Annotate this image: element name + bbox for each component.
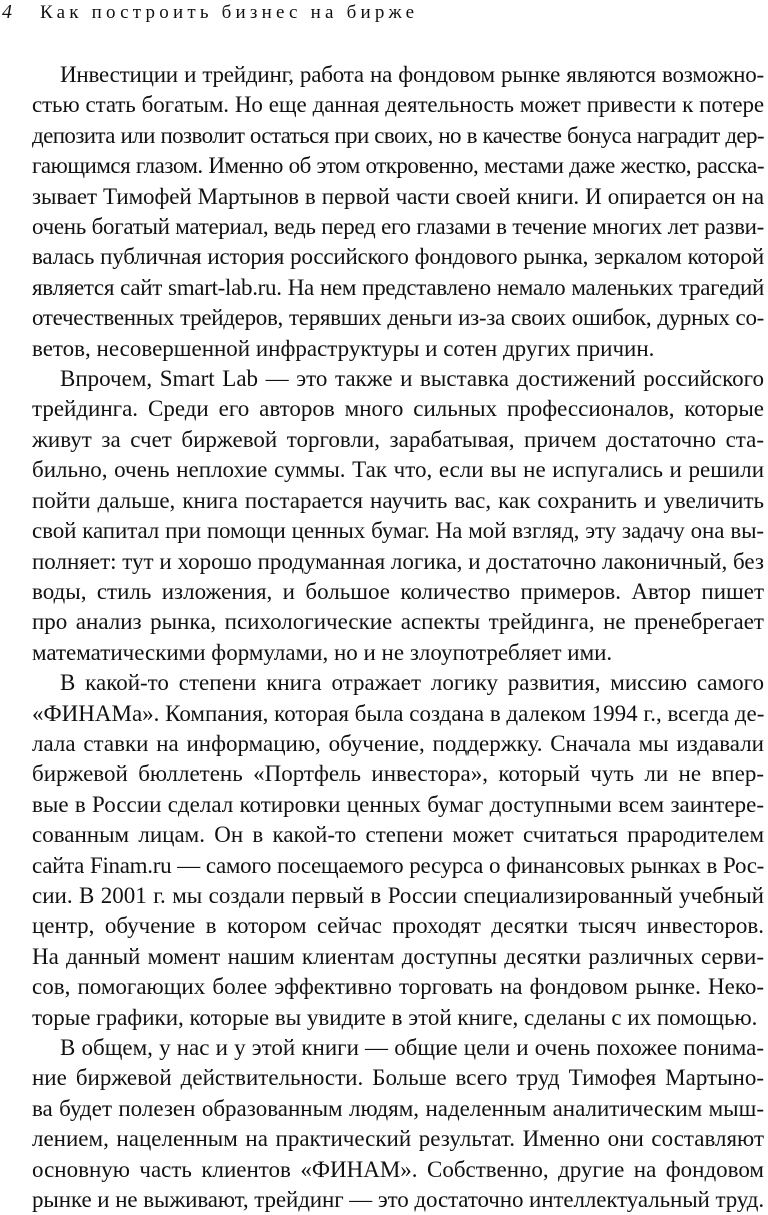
text-line: отечественных трейдеров, терявших деньги из-за своих ошибок, дурных со- <box>32 305 764 331</box>
text-line: ветов, несовершенной инфраструктуры и сотен других причин. <box>32 335 655 361</box>
text-line: валась публичная история российского фондового рынка, зеркалом которой <box>32 244 764 270</box>
text-line: зывает Тимофей Мартынов в первой части своей книги. И опирается он на <box>32 183 764 209</box>
text-line: депозита или позволит остаться при своих, но в качестве бонуса наградит дер- <box>32 122 764 148</box>
text-line: основную часть клиентов «ФИНАМ». Собственно, другие на фондовом <box>32 1156 764 1182</box>
paragraph-3 <box>4 668 764 1033</box>
body-text <box>4 60 764 1213</box>
text-line: рынке и не выживают, трейдинг — это достаточно интеллектуальный труд. <box>32 1187 764 1213</box>
text-line: На данный момент нашим клиентам доступны десятки различных серви- <box>32 943 764 969</box>
text-line: свой капитал при помощи ценных бумаг. На мой взгляд, эту задачу она вы- <box>32 518 764 544</box>
text-line: Инвестиции и трейдинг, работа на фондовом рынке являются возможно- <box>60 62 764 87</box>
text-line: биржевой бюллетень «Портфель инвестора», который чуть ли не впер- <box>32 761 764 787</box>
paragraph-2 <box>4 364 764 668</box>
text-line: является сайт smart-lab.ru. На нем представлено немало маленьких трагедий <box>32 274 764 300</box>
running-header <box>0 0 768 30</box>
text-line: лением, нацеленным на практический результат. Именно они составляют <box>32 1126 764 1152</box>
page-number: 4 <box>2 1 12 23</box>
text-line: трейдинга. Среди его авторов много сильных профессионалов, которые <box>32 396 764 422</box>
text-line: пойти дальше, книга постарается научить вас, как сохранить и увеличить <box>32 487 764 513</box>
text-line: гающимся глазом. Именно об этом откровенно, местами даже жестко, расска- <box>32 153 764 179</box>
text-line: центр, обучение в котором сейчас проходят десятки тысяч инвесторов. <box>32 913 764 939</box>
text-line: живут за счет биржевой торговли, зарабатывая, причем достаточно ста- <box>32 426 764 452</box>
text-line: бильно, очень неплохие суммы. Так что, если вы не испугались и решили <box>32 457 764 483</box>
text-line: сии. В 2001 г. мы создали первый в России специализированный учебный <box>32 882 764 908</box>
text-line: воды, стиль изложения, и большое количество примеров. Автор пишет <box>32 578 764 604</box>
text-line: очень богатый материал, ведь перед его глазами в течение многих лет разви- <box>32 214 764 240</box>
text-line: «ФИНАМа». Компания, которая была создана в далеком 1994 г., всегда де- <box>32 700 764 726</box>
text-line: Впрочем, Smart Lab — это также и выставка достижений российского <box>60 366 764 392</box>
text-line: математическими формулами, но и не злоупотребляет ими. <box>32 639 613 665</box>
text-line: полняет: тут и хорошо продуманная логика, и достаточно лаконичный, без <box>32 548 764 574</box>
text-line: В какой-то степени книга отражает логику развития, миссию самого <box>60 670 764 696</box>
text-line: ние биржевой действительности. Больше всего труд Тимофея Мартыно- <box>32 1065 764 1091</box>
text-line: сайта Finam.ru — самого посещаемого ресурса о финансовых рынках в Рос- <box>32 852 764 878</box>
text-line: вые в России сделал котировки ценных бумаг доступными всем заинтере- <box>32 791 764 817</box>
text-line: сованным лицам. Он в какой-то степени может считаться прародителем <box>32 822 764 848</box>
paragraph-4 <box>4 1033 764 1215</box>
text-line: стью стать богатым. Но еще данная деятельность может привести к потере <box>32 92 764 118</box>
text-line: В общем, у нас и у этой книги — общие цели и очень похожее понима- <box>60 1035 764 1060</box>
text-line: торые графики, которые вы увидите в этой книге, сделаны с их помощью. <box>32 1004 758 1030</box>
paragraph-1 <box>4 60 764 364</box>
text-line: ва будет полезен образованным людям, наделенным аналитическим мыш- <box>32 1095 764 1121</box>
text-line: про анализ рынка, психологические аспекты трейдинга, не пренебрегает <box>32 609 764 635</box>
text-line: сов, помогающих более эффективно торговать на фондовом рынке. Неко- <box>32 974 764 1000</box>
running-title: Как построить бизнес на бирже <box>40 2 419 23</box>
text-line: лала ставки на информацию, обучение, поддержку. Сначала мы издавали <box>32 730 764 756</box>
